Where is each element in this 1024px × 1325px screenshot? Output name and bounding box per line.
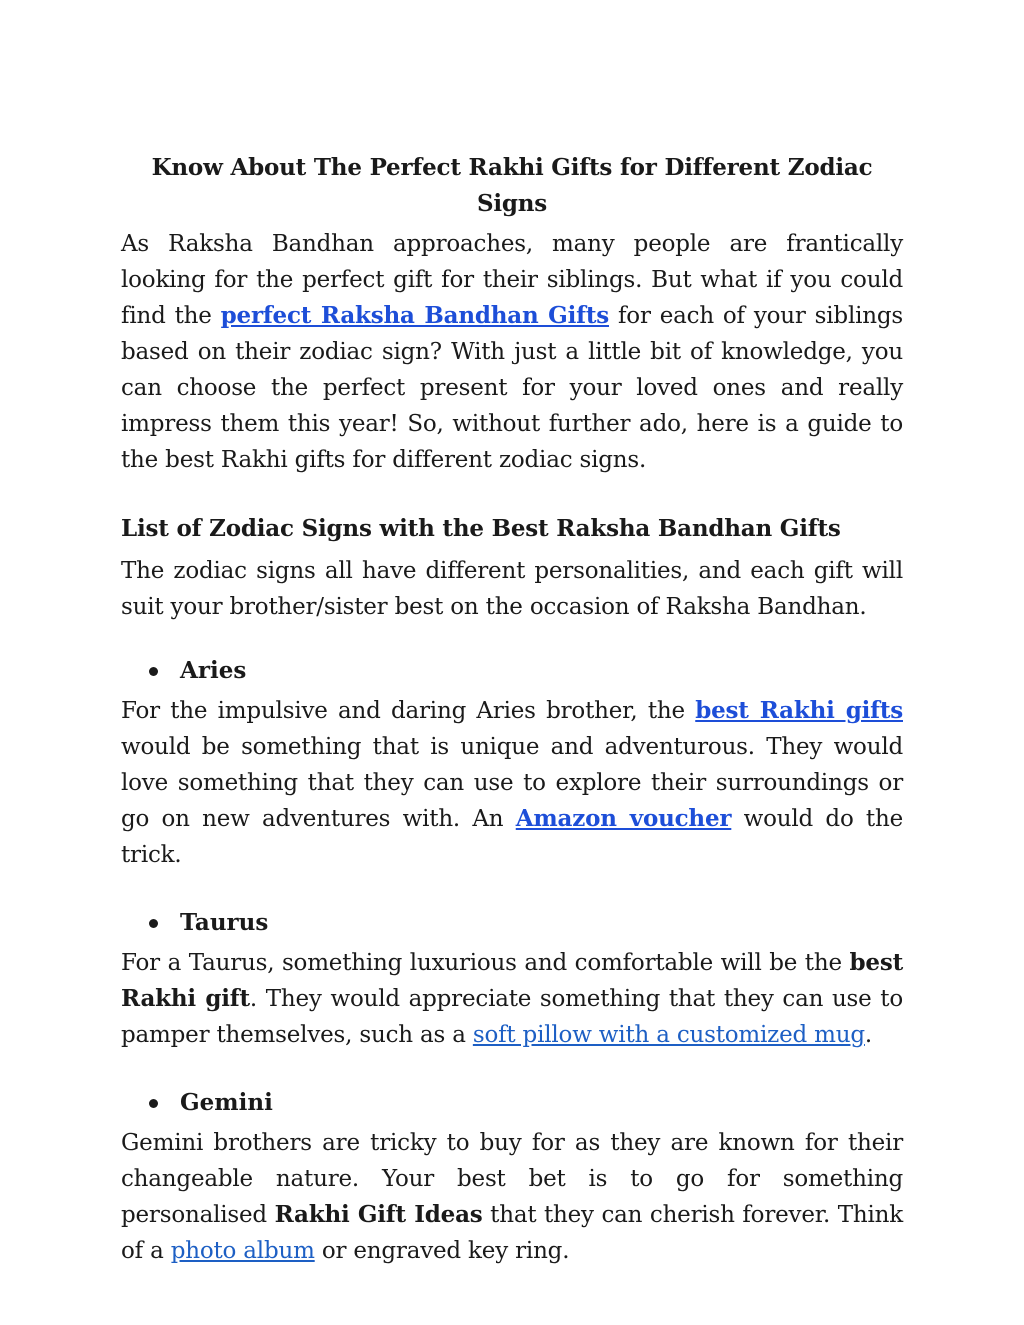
bullet-icon <box>149 919 158 928</box>
gemini-heading <box>149 1085 903 1121</box>
gemini-text-end: or engraved key ring. <box>314 1238 570 1264</box>
aries-text: For the impulsive and daring Aries brother, the <box>121 698 696 724</box>
page-title: Know About The Perfect Rakhi Gifts for Different Zodiac Signs <box>151 154 873 217</box>
intro-text-cont: for each of your siblings based on their zodiac sign? With just a little bit of knowledge, you can choose the perfect present for your loved ones and really impress them this year! So, without further ado, here is a guide to the best Rakhi gifts for different zodiac signs. <box>121 303 903 473</box>
gemini-paragraph <box>121 1125 903 1269</box>
aries-heading-label: Aries <box>180 657 247 684</box>
taurus-heading-label: Taurus <box>180 909 269 936</box>
bullet-icon <box>149 1099 158 1108</box>
raksha-bandhan-gifts-link[interactable]: perfect Raksha Bandhan Gifts <box>220 302 610 329</box>
list-intro-paragraph: The zodiac signs all have different personalities, and each gift will suit your brother/sister best on the occasion of Raksha Bandhan. <box>121 558 903 620</box>
amazon-voucher-link[interactable]: Amazon voucher <box>515 805 732 832</box>
aries-text-cont: would be something that is unique and adventurous. They would love something that they can use to explore their surroundings or go on new adventures with. An <box>121 734 903 832</box>
intro-text: As Raksha Bandhan approaches, many people are frantically looking for the perfect gift for their siblings. But what if you could find the <box>121 231 903 329</box>
gemini-bold-text: Rakhi Gift Ideas <box>274 1201 483 1228</box>
best-rakhi-gifts-link[interactable]: best Rakhi gifts <box>695 697 903 724</box>
aries-text-end: would do the trick. <box>121 806 904 868</box>
pillow-mug-link[interactable]: soft pillow with a customized mug <box>472 1022 865 1048</box>
aries-paragraph <box>121 693 903 873</box>
gemini-text-cont: that they can cherish forever. Think of a <box>121 1202 903 1264</box>
list-heading: List of Zodiac Signs with the Best Raksha Bandhan Gifts <box>121 515 841 542</box>
taurus-text-cont: . They would appreciate something that they can use to pamper themselves, such as a <box>121 986 903 1048</box>
taurus-heading <box>149 905 903 941</box>
bullet-icon <box>149 667 158 676</box>
intro-paragraph <box>121 226 903 478</box>
section-aries <box>121 653 903 873</box>
taurus-paragraph <box>121 945 903 1053</box>
aries-heading <box>149 653 903 689</box>
photo-album-link[interactable]: photo album <box>170 1238 315 1264</box>
gemini-text: Gemini brothers are tricky to buy for as they are known for their changeable nature. Your best bet is to go for something personalised <box>121 1130 903 1228</box>
section-taurus <box>121 905 903 1053</box>
taurus-text-end: . <box>864 1022 873 1048</box>
document-page <box>121 150 903 1301</box>
taurus-text: For a Taurus, something luxurious and comfortable will be the <box>121 950 850 976</box>
taurus-bold-text: best Rakhi gift <box>121 949 903 1012</box>
gemini-heading-label: Gemini <box>180 1089 273 1116</box>
section-gemini <box>121 1085 903 1269</box>
